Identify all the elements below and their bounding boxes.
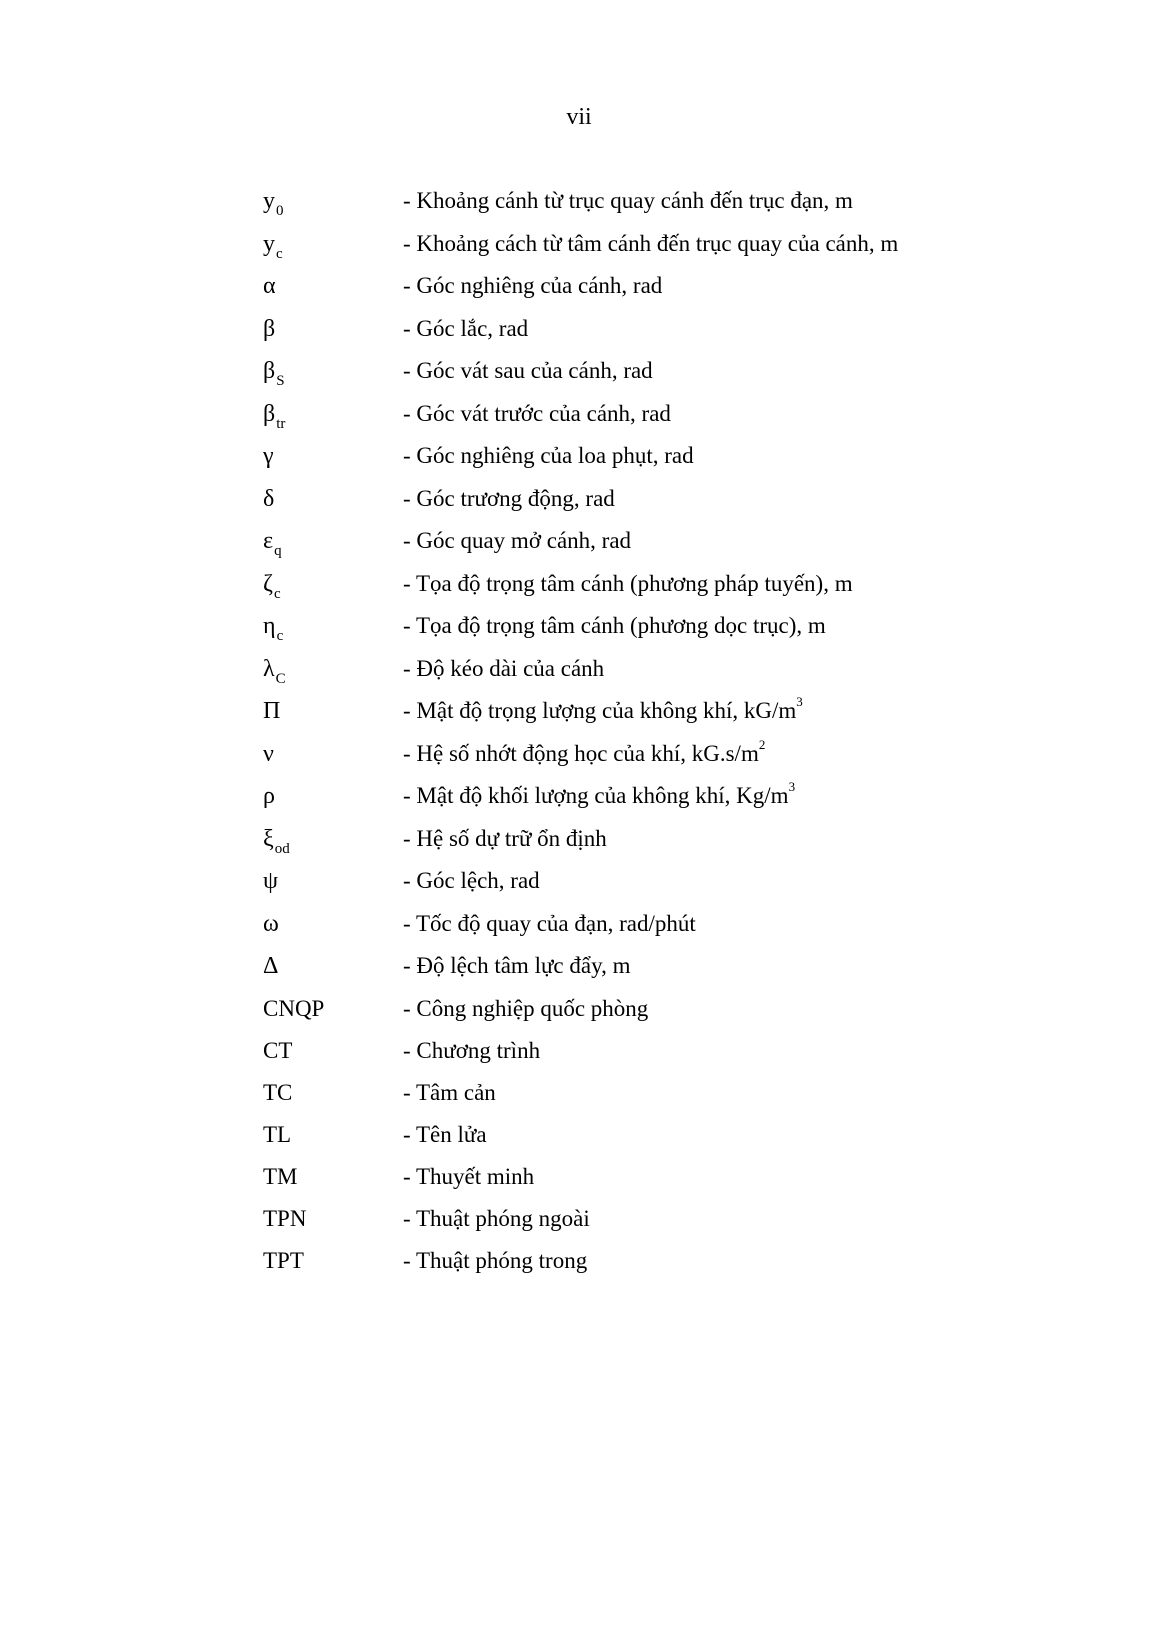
symbol-row [263, 818, 1083, 861]
symbol: γ [263, 443, 274, 469]
symbol-row [263, 690, 1083, 733]
abbreviation-row [263, 1240, 1083, 1282]
abbreviation: TC [263, 1079, 293, 1105]
abbreviation-description: - Công nghiệp quốc phòng [403, 995, 649, 1021]
symbol-description: - Góc nghiêng của cánh, rad [403, 273, 663, 298]
symbol-row [263, 223, 1083, 266]
symbol-description: - Mật độ khối lượng của không khí, $Kg/m^3$ [403, 779, 796, 808]
symbol-description: - Tọa độ trọng tâm cánh (phương pháp tuyến), m [403, 570, 853, 596]
symbol: $\lambda_C$ [263, 655, 286, 687]
abbreviation: CNQP [263, 995, 325, 1021]
symbol: $\eta_c$ [263, 613, 284, 644]
symbol: $\beta_{tr}$ [263, 400, 286, 432]
symbol-row [263, 903, 1083, 946]
symbol-description: - Góc lệch, rad [403, 868, 540, 893]
symbol: δ [263, 485, 275, 512]
symbol: Π [263, 698, 281, 724]
symbol-row [263, 945, 1083, 988]
symbol: ρ [263, 783, 275, 809]
abbreviation-row [263, 1156, 1083, 1198]
symbol-description: - Hệ số dự trữ ổn định [403, 825, 607, 851]
symbol-list [263, 180, 1083, 1282]
symbol-description: - Góc trương động, rad [403, 485, 615, 511]
abbreviation-row [263, 1030, 1083, 1072]
abbreviation-row [263, 1198, 1083, 1240]
symbol-row [263, 435, 1083, 478]
symbol: Δ [263, 953, 279, 979]
symbol-row [263, 648, 1083, 691]
symbol-description: - Góc vát sau của cánh, rad [403, 358, 653, 383]
symbol: $y_c$ [263, 230, 283, 262]
symbol-description: - Tốc độ quay của đạn, rad/phút [403, 910, 696, 936]
abbreviation-description: - Tên lửa [403, 1121, 487, 1147]
symbol-row [263, 350, 1083, 393]
symbol-row [263, 520, 1083, 563]
symbol-description: - Độ lệch tâm lực đẩy, m [403, 953, 631, 978]
symbol-row [263, 393, 1083, 436]
symbol-row [263, 775, 1083, 818]
symbol-row [263, 308, 1083, 351]
abbreviation-description: - Tâm cản [403, 1079, 496, 1105]
symbol: $\xi_{od}$ [263, 825, 290, 857]
symbol: β [263, 315, 276, 342]
symbol-row [263, 265, 1083, 308]
abbreviation-row [263, 1114, 1083, 1156]
abbreviation: TPT [263, 1247, 304, 1273]
abbreviation: CT [263, 1037, 293, 1063]
abbreviation: TM [263, 1163, 298, 1189]
symbol: $y_0$ [263, 188, 284, 219]
symbol: ν [263, 740, 274, 767]
symbol-row [263, 605, 1083, 648]
abbreviation-description: - Chương trình [403, 1037, 541, 1063]
symbol-description: - Khoảng cách từ tâm cánh đến trục quay của cánh, m [403, 230, 899, 256]
symbol-description: - Khoảng cánh từ trục quay cánh đến trục đạn, m [403, 188, 853, 213]
abbreviation-description: - Thuật phóng trong [403, 1247, 588, 1273]
symbol-description: - Mật độ trọng lượng của không khí, $kG/m^3$ [403, 694, 803, 723]
symbol: ψ [263, 868, 279, 894]
symbol-row [263, 563, 1083, 606]
symbol-row [263, 478, 1083, 521]
symbol-row [263, 733, 1083, 776]
symbol-row [263, 180, 1083, 223]
abbreviation: TL [263, 1121, 292, 1147]
symbol: $\zeta_c$ [263, 570, 281, 602]
symbol-description: - Tọa độ trọng tâm cánh (phương dọc trục), m [403, 613, 826, 638]
symbol: $\beta_S$ [263, 358, 285, 389]
symbol-description: - Góc nghiêng của loa phụt, rad [403, 443, 694, 468]
symbol-description: - Độ kéo dài của cánh [403, 655, 605, 681]
symbol-description: - Hệ số nhớt động học của khí, $kG.s/m^2$ [403, 736, 766, 766]
abbreviation-description: - Thuyết minh [403, 1163, 535, 1189]
abbreviation-row [263, 988, 1083, 1030]
symbol-row [263, 860, 1083, 903]
symbol: α [263, 273, 276, 299]
abbreviation-description: - Thuật phóng ngoài [403, 1205, 590, 1231]
abbreviation-row [263, 1072, 1083, 1114]
symbol: ω [263, 910, 279, 937]
symbol-description: - Góc lắc, rad [403, 315, 529, 341]
symbol-description: - Góc vát trước của cánh, rad [403, 400, 671, 426]
symbol: $\varepsilon_q$ [263, 528, 282, 559]
abbreviation: TPN [263, 1205, 307, 1231]
page-number: vii [566, 104, 592, 130]
symbol-description: - Góc quay mở cánh, rad [403, 528, 632, 553]
